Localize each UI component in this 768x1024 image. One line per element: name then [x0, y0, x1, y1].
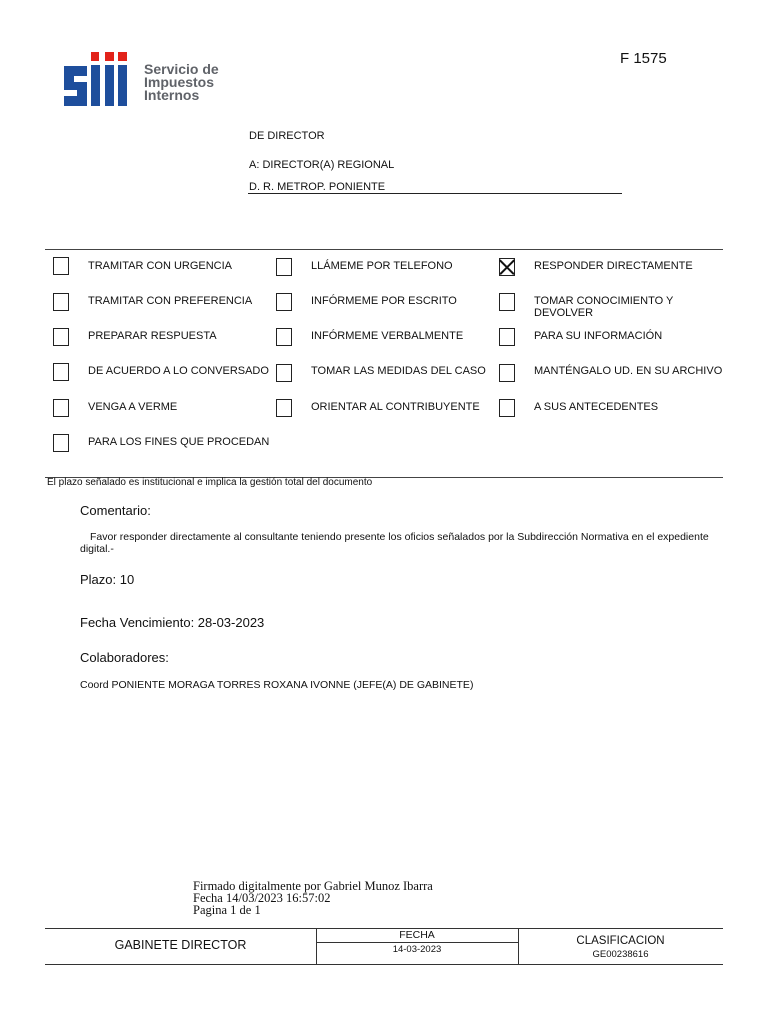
action-box-top-border [45, 249, 723, 250]
label-fines-procedan: PARA LOS FINES QUE PROCEDAN [88, 436, 270, 448]
signature-line-3: Pagina 1 de 1 [193, 903, 261, 917]
label-tomar-conocimiento-line-1: TOMAR CONOCIMIENTO Y [534, 295, 674, 307]
checkbox-tomar-conocimiento[interactable] [499, 293, 515, 311]
label-preparar-respuesta: PREPARAR RESPUESTA [88, 330, 217, 342]
footer-fecha-value: 14-03-2023 [392, 944, 442, 955]
checkbox-tramitar-urgencia[interactable] [53, 257, 69, 275]
footer-bottom-border [45, 964, 723, 965]
logo-text-line-3: Internos [144, 87, 200, 103]
checkbox-mantengalo-archivo[interactable] [499, 364, 515, 382]
fecha-vencimiento: Fecha Vencimiento: 28-03-2023 [80, 615, 265, 630]
checkbox-fines-procedan[interactable] [53, 434, 69, 452]
checkbox-para-su-informacion[interactable] [499, 328, 515, 346]
footer-fecha-divider [316, 942, 518, 943]
footer-office: GABINETE DIRECTOR [114, 938, 247, 952]
sii-logo-mark [62, 48, 142, 112]
plazo-note: El plazo señalado es institucional e implica la gestión total del documento [47, 477, 373, 488]
checkbox-informeme-escrito[interactable] [276, 293, 292, 311]
label-tomar-conocimiento-line-2: DEVOLVER [534, 307, 594, 319]
label-sus-antecedentes: A SUS ANTECEDENTES [534, 401, 659, 413]
label-tomar-medidas: TOMAR LAS MEDIDAS DEL CASO [311, 365, 486, 377]
signature-line-1: Firmado digitalmente por Gabriel Munoz Ibarra [193, 879, 433, 893]
checkbox-responder-directamente[interactable] [499, 258, 515, 276]
checkbox-tramitar-preferencia[interactable] [53, 293, 69, 311]
checkbox-sus-antecedentes[interactable] [499, 399, 515, 417]
memo-from: DE DIRECTOR [249, 130, 325, 142]
checkbox-informeme-verbalmente[interactable] [276, 328, 292, 346]
footer-clasificacion-value: GE00238616 [592, 949, 649, 960]
label-tramitar-preferencia: TRAMITAR CON PREFERENCIA [88, 295, 253, 307]
footer-clasificacion-label: CLASIFICACION [576, 935, 665, 947]
comment-text: Favor responder directamente al consultante teniendo presente los oficios señalados por la Subdirección Normativa en el expediente digital.- [80, 531, 709, 555]
label-responder-directamente: RESPONDER DIRECTAMENTE [534, 260, 693, 272]
label-tomar-conocimiento [534, 295, 673, 319]
memo-office: D. R. METROP. PONIENTE [249, 181, 386, 193]
label-llameme-telefono: LLÁMEME POR TELEFONO [311, 260, 453, 272]
colaboradores-text: Coord PONIENTE MORAGA TORRES ROXANA IVONNE (JEFE(A) DE GABINETE) [80, 679, 474, 691]
checkbox-tomar-medidas[interactable] [276, 364, 292, 382]
memo-underline [248, 193, 622, 194]
label-mantengalo-archivo: MANTÉNGALO UD. EN SU ARCHIVO [534, 365, 723, 377]
checkbox-llameme-telefono[interactable] [276, 258, 292, 276]
label-informeme-verbalmente: INFÓRMEME VERBALMENTE [311, 330, 464, 342]
label-venga-a-verme: VENGA A VERME [88, 401, 178, 413]
label-informeme-escrito: INFÓRMEME POR ESCRITO [311, 295, 457, 307]
logo-text-line-2: Impuestos [144, 74, 215, 90]
checkbox-venga-a-verme[interactable] [53, 399, 69, 417]
checkbox-de-acuerdo[interactable] [53, 363, 69, 381]
signature-line-2: Fecha 14/03/2023 16:57:02 [193, 891, 331, 905]
memo-to: A: DIRECTOR(A) REGIONAL [249, 159, 395, 171]
checkbox-preparar-respuesta[interactable] [53, 328, 69, 346]
label-para-su-informacion: PARA SU INFORMACIÓN [534, 330, 663, 342]
logo-text [144, 63, 219, 102]
label-orientar-contribuyente: ORIENTAR AL CONTRIBUYENTE [311, 401, 480, 413]
checkbox-orientar-contribuyente[interactable] [276, 399, 292, 417]
colaboradores-heading: Colaboradores: [80, 650, 169, 665]
form-code: F 1575 [620, 50, 667, 67]
label-de-acuerdo: DE ACUERDO A LO CONVERSADO [88, 365, 269, 377]
comment-heading: Comentario: [80, 503, 151, 518]
plazo: Plazo: 10 [80, 572, 135, 587]
logo-text-line-1: Servicio de [144, 61, 219, 77]
footer-fecha-label: FECHA [399, 929, 435, 941]
label-tramitar-urgencia: TRAMITAR CON URGENCIA [88, 260, 233, 272]
